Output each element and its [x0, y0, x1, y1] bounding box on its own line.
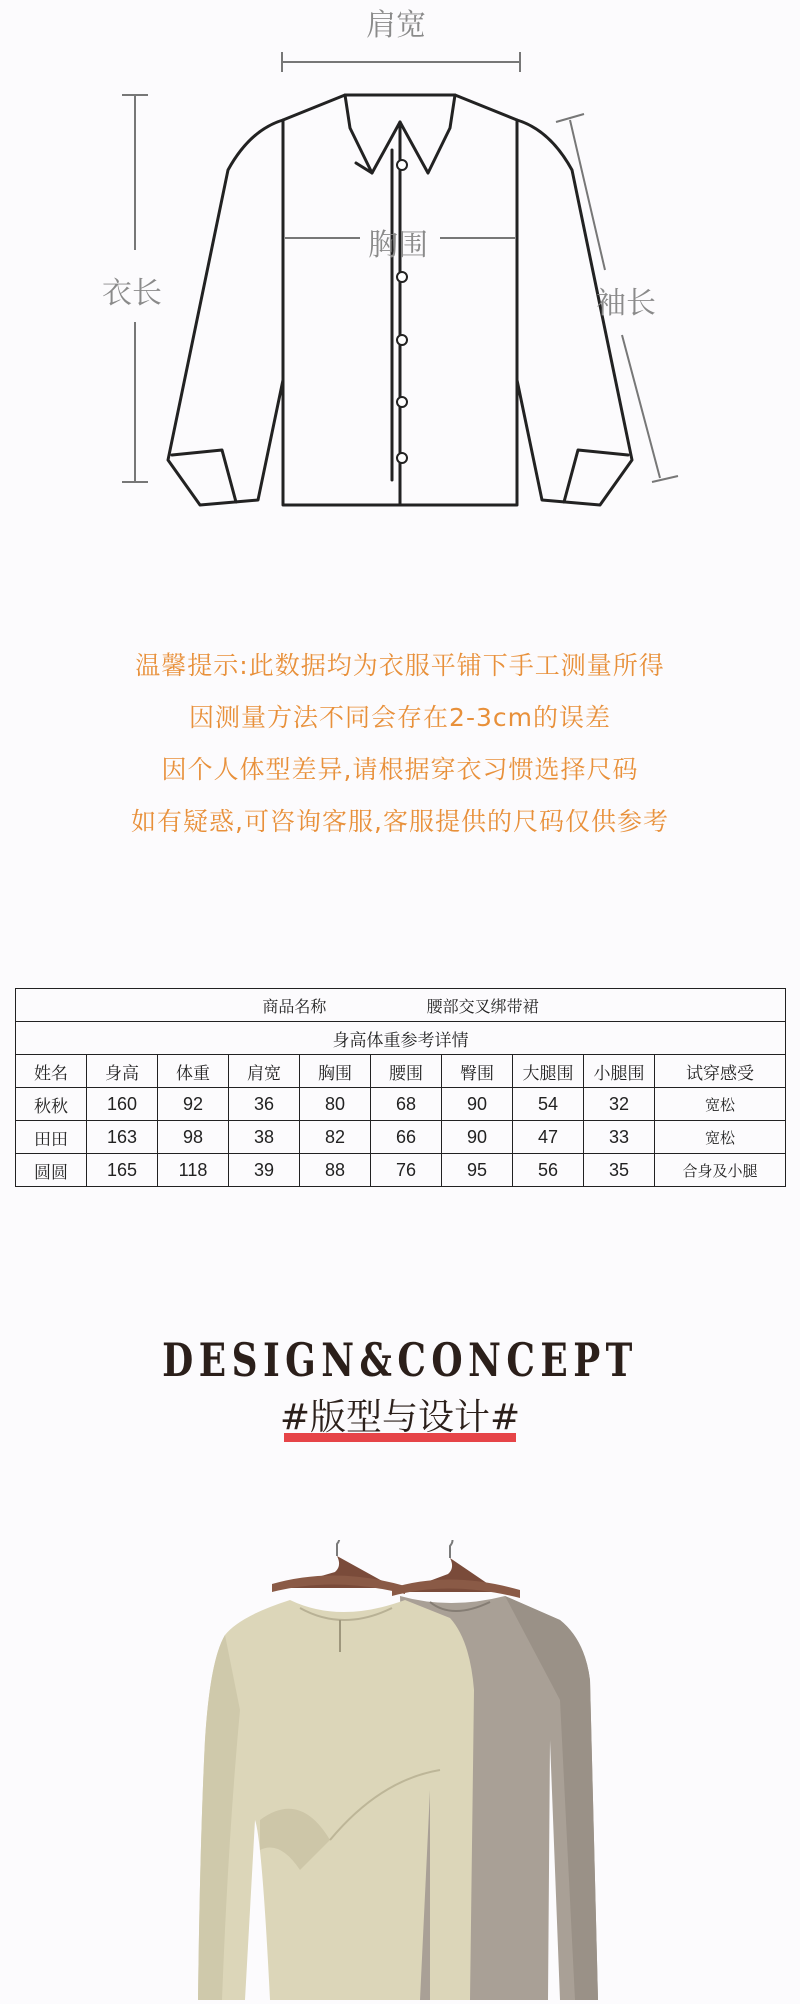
table-cell: 47: [513, 1121, 584, 1154]
size-reference-table: [15, 988, 785, 1187]
measurement-diagram: [0, 0, 800, 620]
table-cell: 33: [584, 1121, 655, 1154]
table-cell: 宽松: [655, 1121, 786, 1154]
tip-line: 如有疑惑,可咨询客服,客服提供的尺码仅供参考: [131, 807, 669, 836]
tip-line: 因测量方法不同会存在2-3cm的误差: [189, 703, 611, 732]
length-label: 衣长: [102, 276, 162, 311]
table-cell: 92: [158, 1088, 229, 1121]
table-cell: 95: [442, 1154, 513, 1187]
table-cell: 38: [229, 1121, 300, 1154]
table-cell: 66: [371, 1121, 442, 1154]
header-cell: 肩宽: [229, 1055, 300, 1088]
header-cell: 腰围: [371, 1055, 442, 1088]
chest-label: 胸围: [368, 228, 428, 263]
header-cell: 体重: [158, 1055, 229, 1088]
design-heading: [0, 1330, 800, 1442]
table-cell: 35: [584, 1154, 655, 1187]
table-cell: 163: [87, 1121, 158, 1154]
table-cell: 165: [87, 1154, 158, 1187]
subtitle-row: [16, 1022, 786, 1055]
shoulder-label: 肩宽: [366, 8, 426, 43]
table-cell: 118: [158, 1154, 229, 1187]
tip-line: 因个人体型差异,请根据穿衣习惯选择尺码: [161, 755, 639, 784]
header-cell: 小腿围: [584, 1055, 655, 1088]
table-cell: 88: [300, 1154, 371, 1187]
table-subtitle: 身高体重参考详情: [16, 1022, 786, 1055]
product-label: 商品名称: [262, 996, 327, 1016]
header-row: [16, 1055, 786, 1088]
table-cell: 宽松: [655, 1088, 786, 1121]
table-cell: 76: [371, 1154, 442, 1187]
table-row: [16, 1154, 786, 1187]
sleeve-label: 袖长: [596, 286, 656, 321]
table-cell: 56: [513, 1154, 584, 1187]
header-cell: 大腿围: [513, 1055, 584, 1088]
design-title: DESIGN&CONCEPT: [162, 1333, 638, 1387]
table-row: [16, 1121, 786, 1154]
measurement-tips: [0, 640, 800, 860]
header-cell: 试穿感受: [655, 1055, 786, 1088]
product-name: 腰部交叉绑带裙: [426, 996, 539, 1016]
design-subtitle-wrap: [280, 1394, 520, 1442]
header-cell: 臀围: [442, 1055, 513, 1088]
table-cell: 68: [371, 1088, 442, 1121]
table-cell: 圆圆: [16, 1154, 87, 1187]
table-row: [16, 1088, 786, 1121]
table-cell: 90: [442, 1088, 513, 1121]
table-cell: 32: [584, 1088, 655, 1121]
table-cell: 160: [87, 1088, 158, 1121]
design-subtitle: #版型与设计#: [279, 1397, 521, 1438]
table-cell: 80: [300, 1088, 371, 1121]
header-cell: 姓名: [16, 1055, 87, 1088]
tip-line: 温馨提示:此数据均为衣服平铺下手工测量所得: [135, 651, 665, 680]
table-cell: 82: [300, 1121, 371, 1154]
table-cell: 田田: [16, 1121, 87, 1154]
product-photo: [0, 1540, 800, 2000]
dresses-on-hangers-image: [0, 1540, 800, 2000]
table-cell: 秋秋: [16, 1088, 87, 1121]
table-cell: 36: [229, 1088, 300, 1121]
table-cell: 合身及小腿: [655, 1154, 786, 1187]
header-cell: 身高: [87, 1055, 158, 1088]
table-cell: 39: [229, 1154, 300, 1187]
table-cell: 90: [442, 1121, 513, 1154]
product-row: [16, 989, 786, 1022]
table-cell: 54: [513, 1088, 584, 1121]
table-cell: 98: [158, 1121, 229, 1154]
header-cell: 胸围: [300, 1055, 371, 1088]
